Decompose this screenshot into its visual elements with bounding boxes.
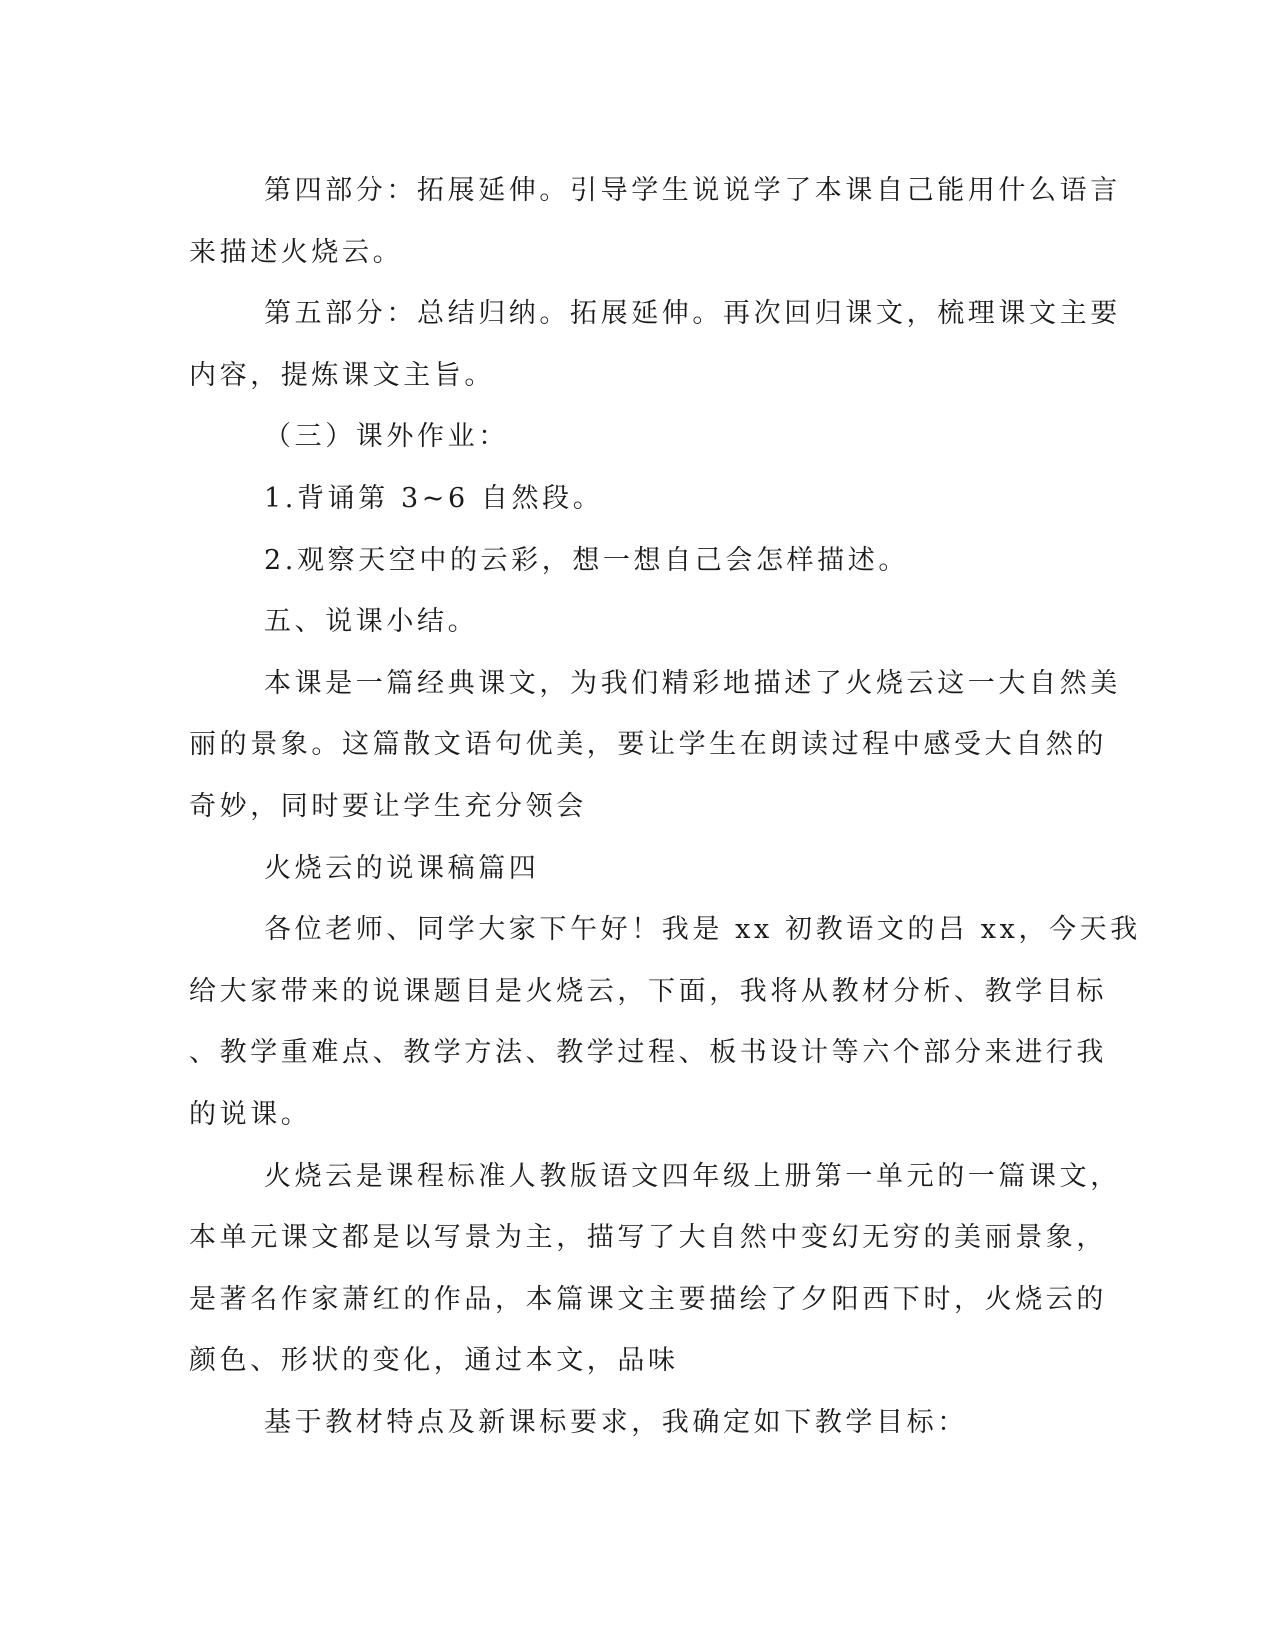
- text-line: 内容，提炼课文主旨。: [189, 359, 495, 391]
- text-line: 本单元课文都是以写景为主，描写了大自然中变幻无穷的美丽景象，: [189, 1222, 1107, 1254]
- document-body: [189, 160, 1141, 1453]
- section-heading: 五、说课小结。: [264, 606, 479, 638]
- text-line: 各位老师、同学大家下午好！我是 xx 初教语文的吕 xx，今天我: [264, 914, 1141, 946]
- text-line: 第四部分：拓展延伸。引导学生说说学了本课自己能用什么语言: [264, 175, 1121, 206]
- text-line: 火烧云是课程标准人教版语文四年级上册第一单元的一篇课文，: [264, 1160, 1121, 1192]
- list-item: 1.背诵第 3~6 自然段。: [264, 482, 604, 514]
- text-line: 丽的景象。这篇散文语句优美，要让学生在朗读过程中感受大自然的: [189, 729, 1107, 761]
- text-line: 来描述火烧云。: [189, 236, 404, 268]
- section-heading: （三）课外作业：: [264, 421, 509, 453]
- text-line: 基于教材特点及新课标要求，我确定如下教学目标：: [264, 1406, 968, 1438]
- text-line: 是著名作家萧红的作品，本篇课文主要描绘了夕阳西下时，火烧云的: [189, 1283, 1107, 1315]
- text-line: 给大家带来的说课题目是火烧云，下面，我将从教材分析、教学目标: [189, 975, 1107, 1007]
- text-line: 的说课。: [189, 1098, 312, 1130]
- text-line: 第五部分：总结归纳。拓展延伸。再次回归课文，梳理课文主要: [264, 298, 1121, 330]
- text-line: 奇妙，同时要让学生充分领会: [189, 790, 587, 822]
- article-title: 火烧云的说课稿篇四: [264, 852, 540, 884]
- text-line: 、教学重难点、教学方法、教学过程、板书设计等六个部分来进行我: [189, 1037, 1107, 1069]
- text-line: 颜色、形状的变化，通过本文，品味: [189, 1345, 679, 1377]
- list-item: 2.观察天空中的云彩，想一想自己会怎样描述。: [264, 544, 909, 576]
- text-line: 本课是一篇经典课文，为我们精彩地描述了火烧云这一大自然美: [264, 667, 1121, 699]
